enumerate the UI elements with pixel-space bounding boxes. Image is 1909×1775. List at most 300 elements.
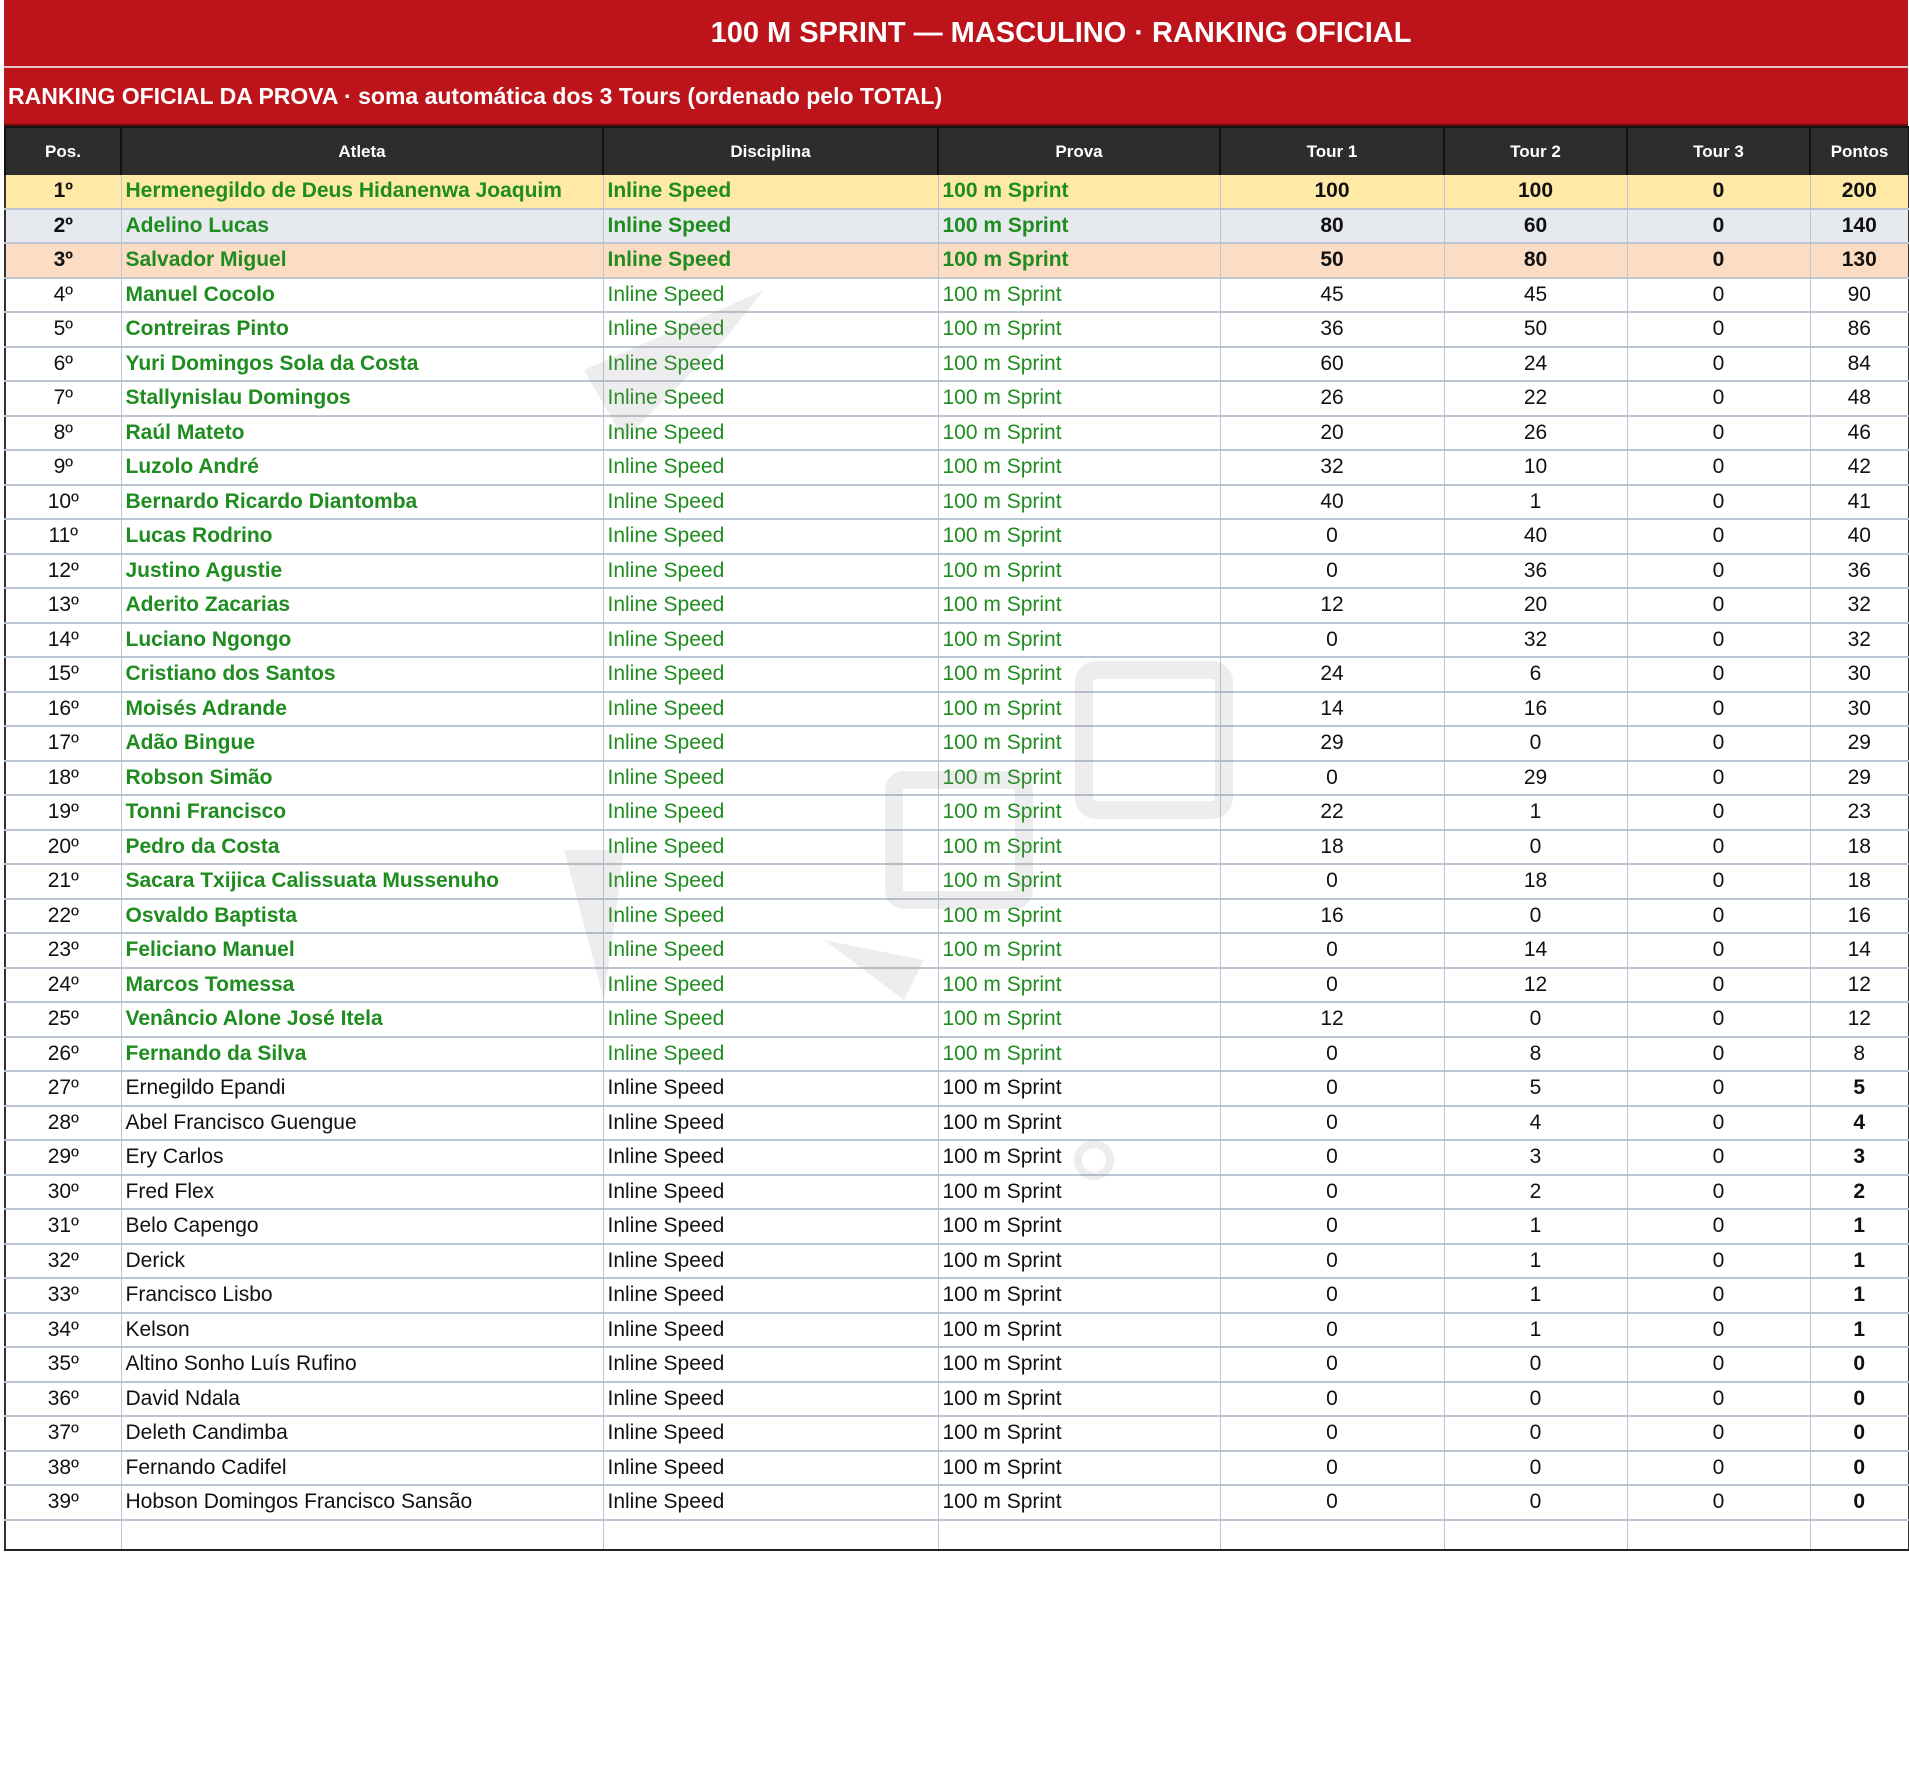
cell-disciplina: Inline Speed: [603, 519, 938, 554]
cell-tour1: 32: [1220, 450, 1444, 485]
cell-disciplina: Inline Speed: [603, 312, 938, 347]
cell-atleta: Venâncio Alone José Itela: [121, 1002, 603, 1037]
cell-disciplina: Inline Speed: [603, 1347, 938, 1382]
table-row[interactable]: [5, 657, 1909, 692]
cell-prova: 100 m Sprint: [938, 243, 1220, 278]
cell-tour3: 0: [1627, 899, 1810, 934]
cell-tour2: 8: [1444, 1037, 1627, 1072]
cell-atleta: Kelson: [121, 1313, 603, 1348]
cell-tour1: 0: [1220, 1451, 1444, 1486]
table-row[interactable]: [5, 830, 1909, 865]
cell-disciplina: Inline Speed: [603, 795, 938, 830]
cell-tour3: 0: [1627, 278, 1810, 313]
cell-tour2: 22: [1444, 381, 1627, 416]
table-row[interactable]: [5, 761, 1909, 796]
cell-prova: 100 m Sprint: [938, 795, 1220, 830]
page-title: 100 M SPRINT — MASCULINO · RANKING OFICIAL: [4, 0, 1908, 68]
cell-tour1: 12: [1220, 1002, 1444, 1037]
cell-tour3: 0: [1627, 1209, 1810, 1244]
table-row[interactable]: [5, 175, 1909, 209]
cell-tour2: 36: [1444, 554, 1627, 589]
cell-pos: 24º: [5, 968, 121, 1003]
cell-pontos: 140: [1810, 209, 1909, 244]
cell-tour2: 12: [1444, 968, 1627, 1003]
cell-prova: 100 m Sprint: [938, 312, 1220, 347]
table-row[interactable]: [5, 278, 1909, 313]
cell-prova: 100 m Sprint: [938, 1416, 1220, 1451]
cell-pos: 33º: [5, 1278, 121, 1313]
cell-tour1: 0: [1220, 1416, 1444, 1451]
cell-tour2: 60: [1444, 209, 1627, 244]
cell-pos: 9º: [5, 450, 121, 485]
cell-prova: 100 m Sprint: [938, 1244, 1220, 1279]
table-row[interactable]: [5, 1209, 1909, 1244]
cell-prova: 100 m Sprint: [938, 864, 1220, 899]
cell-pos: 27º: [5, 1071, 121, 1106]
cell-tour1: 0: [1220, 623, 1444, 658]
cell-tour3: 0: [1627, 1313, 1810, 1348]
table-row[interactable]: [5, 1451, 1909, 1486]
empty-cell: [1810, 1520, 1909, 1550]
cell-tour3: 0: [1627, 519, 1810, 554]
cell-tour2: 4: [1444, 1106, 1627, 1141]
cell-tour3: 0: [1627, 933, 1810, 968]
cell-tour3: 0: [1627, 657, 1810, 692]
cell-prova: 100 m Sprint: [938, 175, 1220, 209]
cell-tour1: 45: [1220, 278, 1444, 313]
cell-pos: 16º: [5, 692, 121, 727]
table-row[interactable]: [5, 864, 1909, 899]
cell-atleta: Fernando Cadifel: [121, 1451, 603, 1486]
cell-pos: 13º: [5, 588, 121, 623]
empty-cell: [938, 1520, 1220, 1550]
cell-tour2: 10: [1444, 450, 1627, 485]
cell-pontos: 42: [1810, 450, 1909, 485]
cell-tour3: 0: [1627, 209, 1810, 244]
cell-tour2: 20: [1444, 588, 1627, 623]
ranking-sheet: [4, 0, 1908, 1551]
cell-pontos: 3: [1810, 1140, 1909, 1175]
cell-disciplina: Inline Speed: [603, 692, 938, 727]
cell-prova: 100 m Sprint: [938, 1209, 1220, 1244]
table-row[interactable]: [5, 692, 1909, 727]
cell-pos: 6º: [5, 347, 121, 382]
cell-atleta: Abel Francisco Guengue: [121, 1106, 603, 1141]
cell-pos: 3º: [5, 243, 121, 278]
cell-pontos: 12: [1810, 1002, 1909, 1037]
cell-tour1: 22: [1220, 795, 1444, 830]
cell-tour3: 0: [1627, 1244, 1810, 1279]
cell-tour2: 14: [1444, 933, 1627, 968]
cell-tour3: 0: [1627, 1002, 1810, 1037]
cell-pos: 18º: [5, 761, 121, 796]
cell-disciplina: Inline Speed: [603, 1416, 938, 1451]
cell-atleta: Aderito Zacarias: [121, 588, 603, 623]
cell-pos: 1º: [5, 175, 121, 209]
cell-atleta: Altino Sonho Luís Rufino: [121, 1347, 603, 1382]
cell-tour3: 0: [1627, 1037, 1810, 1072]
cell-prova: 100 m Sprint: [938, 1313, 1220, 1348]
cell-prova: 100 m Sprint: [938, 416, 1220, 451]
cell-atleta: Fred Flex: [121, 1175, 603, 1210]
cell-tour3: 0: [1627, 1278, 1810, 1313]
cell-pos: 21º: [5, 864, 121, 899]
cell-tour1: 50: [1220, 243, 1444, 278]
cell-tour1: 0: [1220, 1209, 1444, 1244]
cell-tour3: 0: [1627, 692, 1810, 727]
cell-tour2: 18: [1444, 864, 1627, 899]
cell-tour2: 32: [1444, 623, 1627, 658]
cell-tour2: 0: [1444, 1416, 1627, 1451]
cell-pos: 25º: [5, 1002, 121, 1037]
cell-pontos: 40: [1810, 519, 1909, 554]
cell-atleta: Raúl Mateto: [121, 416, 603, 451]
table-row[interactable]: [5, 209, 1909, 244]
empty-cell: [5, 1520, 121, 1550]
table-row[interactable]: [5, 933, 1909, 968]
cell-disciplina: Inline Speed: [603, 588, 938, 623]
cell-pontos: 41: [1810, 485, 1909, 520]
col-header-tour1[interactable]: Tour 1: [1220, 127, 1444, 175]
cell-prova: 100 m Sprint: [938, 278, 1220, 313]
col-header-atleta[interactable]: Atleta: [121, 127, 603, 175]
cell-pos: 2º: [5, 209, 121, 244]
table-row[interactable]: [5, 1313, 1909, 1348]
cell-prova: 100 m Sprint: [938, 1175, 1220, 1210]
cell-tour1: 29: [1220, 726, 1444, 761]
cell-prova: 100 m Sprint: [938, 726, 1220, 761]
empty-cell: [1220, 1520, 1444, 1550]
empty-cell: [603, 1520, 938, 1550]
table-row[interactable]: [5, 347, 1909, 382]
cell-disciplina: Inline Speed: [603, 1002, 938, 1037]
cell-tour3: 0: [1627, 554, 1810, 589]
cell-pontos: 23: [1810, 795, 1909, 830]
table-row[interactable]: [5, 1485, 1909, 1520]
cell-disciplina: Inline Speed: [603, 1485, 938, 1520]
cell-disciplina: Inline Speed: [603, 726, 938, 761]
cell-tour1: 16: [1220, 899, 1444, 934]
col-header-tour3[interactable]: Tour 3: [1627, 127, 1810, 175]
cell-pontos: 200: [1810, 175, 1909, 209]
cell-atleta: Luzolo André: [121, 450, 603, 485]
cell-prova: 100 m Sprint: [938, 1140, 1220, 1175]
table-row[interactable]: [5, 243, 1909, 278]
cell-prova: 100 m Sprint: [938, 450, 1220, 485]
cell-tour2: 0: [1444, 830, 1627, 865]
cell-prova: 100 m Sprint: [938, 830, 1220, 865]
cell-pos: 29º: [5, 1140, 121, 1175]
cell-disciplina: Inline Speed: [603, 450, 938, 485]
cell-tour3: 0: [1627, 1347, 1810, 1382]
cell-tour1: 0: [1220, 554, 1444, 589]
cell-pos: 19º: [5, 795, 121, 830]
cell-disciplina: Inline Speed: [603, 1244, 938, 1279]
table-row[interactable]: [5, 899, 1909, 934]
table-row[interactable]: [5, 1071, 1909, 1106]
col-header-prova[interactable]: Prova: [938, 127, 1220, 175]
cell-atleta: Luciano Ngongo: [121, 623, 603, 658]
cell-disciplina: Inline Speed: [603, 1278, 938, 1313]
cell-tour3: 0: [1627, 1451, 1810, 1486]
cell-pontos: 48: [1810, 381, 1909, 416]
cell-tour3: 0: [1627, 450, 1810, 485]
cell-atleta: Ery Carlos: [121, 1140, 603, 1175]
cell-tour2: 40: [1444, 519, 1627, 554]
cell-disciplina: Inline Speed: [603, 1209, 938, 1244]
ranking-rows: [5, 175, 1909, 1550]
cell-disciplina: Inline Speed: [603, 175, 938, 209]
table-row[interactable]: [5, 795, 1909, 830]
table-row[interactable]: [5, 416, 1909, 451]
cell-prova: 100 m Sprint: [938, 899, 1220, 934]
cell-tour1: 0: [1220, 1278, 1444, 1313]
cell-disciplina: Inline Speed: [603, 416, 938, 451]
cell-atleta: Adão Bingue: [121, 726, 603, 761]
cell-disciplina: Inline Speed: [603, 1313, 938, 1348]
cell-pontos: 18: [1810, 830, 1909, 865]
cell-prova: 100 m Sprint: [938, 519, 1220, 554]
cell-tour2: 1: [1444, 1209, 1627, 1244]
cell-tour1: 0: [1220, 1140, 1444, 1175]
cell-tour1: 0: [1220, 1313, 1444, 1348]
cell-tour3: 0: [1627, 726, 1810, 761]
cell-prova: 100 m Sprint: [938, 761, 1220, 796]
cell-disciplina: Inline Speed: [603, 761, 938, 796]
cell-atleta: Sacara Txijica Calissuata Mussenuho: [121, 864, 603, 899]
cell-tour3: 0: [1627, 968, 1810, 1003]
cell-pos: 7º: [5, 381, 121, 416]
cell-pontos: 8: [1810, 1037, 1909, 1072]
cell-disciplina: Inline Speed: [603, 278, 938, 313]
cell-pontos: 0: [1810, 1485, 1909, 1520]
cell-atleta: Yuri Domingos Sola da Costa: [121, 347, 603, 382]
cell-pontos: 84: [1810, 347, 1909, 382]
cell-pontos: 1: [1810, 1209, 1909, 1244]
cell-prova: 100 m Sprint: [938, 1106, 1220, 1141]
cell-pontos: 30: [1810, 692, 1909, 727]
cell-disciplina: Inline Speed: [603, 1106, 938, 1141]
table-row[interactable]: [5, 1037, 1909, 1072]
cell-disciplina: Inline Speed: [603, 1140, 938, 1175]
cell-tour3: 0: [1627, 243, 1810, 278]
cell-prova: 100 m Sprint: [938, 1278, 1220, 1313]
cell-atleta: Stallynislau Domingos: [121, 381, 603, 416]
cell-prova: 100 m Sprint: [938, 1071, 1220, 1106]
table-row[interactable]: [5, 1278, 1909, 1313]
cell-atleta: Ernegildo Epandi: [121, 1071, 603, 1106]
cell-tour1: 0: [1220, 1037, 1444, 1072]
cell-pontos: 4: [1810, 1106, 1909, 1141]
cell-tour1: 0: [1220, 1485, 1444, 1520]
cell-disciplina: Inline Speed: [603, 1071, 938, 1106]
table-row[interactable]: [5, 1347, 1909, 1382]
cell-tour2: 0: [1444, 1485, 1627, 1520]
cell-tour3: 0: [1627, 1175, 1810, 1210]
table-row[interactable]: [5, 726, 1909, 761]
cell-tour3: 0: [1627, 1416, 1810, 1451]
cell-pontos: 18: [1810, 864, 1909, 899]
cell-pontos: 1: [1810, 1278, 1909, 1313]
cell-tour2: 1: [1444, 1313, 1627, 1348]
cell-tour3: 0: [1627, 1485, 1810, 1520]
table-row[interactable]: [5, 623, 1909, 658]
cell-tour1: 14: [1220, 692, 1444, 727]
table-row[interactable]: [5, 485, 1909, 520]
table-row[interactable]: [5, 554, 1909, 589]
cell-pontos: 130: [1810, 243, 1909, 278]
cell-atleta: Manuel Cocolo: [121, 278, 603, 313]
table-row[interactable]: [5, 588, 1909, 623]
cell-atleta: Deleth Candimba: [121, 1416, 603, 1451]
cell-disciplina: Inline Speed: [603, 485, 938, 520]
table-row[interactable]: [5, 968, 1909, 1003]
cell-prova: 100 m Sprint: [938, 1002, 1220, 1037]
cell-prova: 100 m Sprint: [938, 554, 1220, 589]
cell-tour2: 0: [1444, 1347, 1627, 1382]
ranking-table: [4, 126, 1909, 1551]
cell-tour2: 45: [1444, 278, 1627, 313]
cell-prova: 100 m Sprint: [938, 692, 1220, 727]
cell-pos: 34º: [5, 1313, 121, 1348]
table-row[interactable]: [5, 1002, 1909, 1037]
col-header-pontos[interactable]: Pontos: [1810, 127, 1909, 175]
cell-pontos: 14: [1810, 933, 1909, 968]
table-row[interactable]: [5, 519, 1909, 554]
cell-pos: 10º: [5, 485, 121, 520]
cell-tour2: 24: [1444, 347, 1627, 382]
cell-tour1: 20: [1220, 416, 1444, 451]
cell-prova: 100 m Sprint: [938, 1451, 1220, 1486]
cell-tour1: 24: [1220, 657, 1444, 692]
cell-pos: 14º: [5, 623, 121, 658]
cell-atleta: Hermenegildo de Deus Hidanenwa Joaquim: [121, 175, 603, 209]
cell-atleta: Salvador Miguel: [121, 243, 603, 278]
table-row[interactable]: [5, 1106, 1909, 1141]
cell-tour1: 26: [1220, 381, 1444, 416]
cell-pos: 35º: [5, 1347, 121, 1382]
cell-pos: 8º: [5, 416, 121, 451]
cell-pontos: 0: [1810, 1451, 1909, 1486]
cell-pontos: 16: [1810, 899, 1909, 934]
cell-atleta: Hobson Domingos Francisco Sansão: [121, 1485, 603, 1520]
cell-pontos: 30: [1810, 657, 1909, 692]
cell-atleta: Osvaldo Baptista: [121, 899, 603, 934]
cell-tour3: 0: [1627, 416, 1810, 451]
cell-pos: 23º: [5, 933, 121, 968]
cell-atleta: Lucas Rodrino: [121, 519, 603, 554]
cell-pontos: 29: [1810, 761, 1909, 796]
table-row[interactable]: [5, 1175, 1909, 1210]
cell-disciplina: Inline Speed: [603, 623, 938, 658]
cell-disciplina: Inline Speed: [603, 830, 938, 865]
cell-disciplina: Inline Speed: [603, 657, 938, 692]
table-row[interactable]: [5, 1244, 1909, 1279]
cell-tour3: 0: [1627, 623, 1810, 658]
cell-tour1: 0: [1220, 968, 1444, 1003]
cell-pontos: 32: [1810, 623, 1909, 658]
cell-pontos: 2: [1810, 1175, 1909, 1210]
cell-tour2: 16: [1444, 692, 1627, 727]
cell-pontos: 86: [1810, 312, 1909, 347]
cell-atleta: Francisco Lisbo: [121, 1278, 603, 1313]
cell-tour1: 0: [1220, 933, 1444, 968]
cell-tour2: 80: [1444, 243, 1627, 278]
cell-tour2: 1: [1444, 1244, 1627, 1279]
cell-pontos: 90: [1810, 278, 1909, 313]
cell-atleta: Marcos Tomessa: [121, 968, 603, 1003]
col-header-disciplina[interactable]: Disciplina: [603, 127, 938, 175]
cell-pos: 31º: [5, 1209, 121, 1244]
cell-prova: 100 m Sprint: [938, 588, 1220, 623]
cell-prova: 100 m Sprint: [938, 657, 1220, 692]
cell-atleta: Moisés Adrande: [121, 692, 603, 727]
cell-tour1: 0: [1220, 1175, 1444, 1210]
cell-disciplina: Inline Speed: [603, 1175, 938, 1210]
table-row[interactable]: [5, 450, 1909, 485]
cell-tour1: 18: [1220, 830, 1444, 865]
cell-disciplina: Inline Speed: [603, 243, 938, 278]
cell-tour1: 12: [1220, 588, 1444, 623]
cell-tour1: 0: [1220, 1071, 1444, 1106]
cell-pos: 28º: [5, 1106, 121, 1141]
cell-pontos: 1: [1810, 1313, 1909, 1348]
cell-tour1: 40: [1220, 485, 1444, 520]
cell-disciplina: Inline Speed: [603, 347, 938, 382]
cell-tour3: 0: [1627, 381, 1810, 416]
cell-tour2: 5: [1444, 1071, 1627, 1106]
table-row[interactable]: [5, 1416, 1909, 1451]
cell-disciplina: Inline Speed: [603, 933, 938, 968]
cell-tour1: 0: [1220, 1382, 1444, 1417]
col-header-tour2[interactable]: Tour 2: [1444, 127, 1627, 175]
cell-prova: 100 m Sprint: [938, 485, 1220, 520]
cell-tour3: 0: [1627, 864, 1810, 899]
cell-tour1: 0: [1220, 519, 1444, 554]
cell-tour3: 0: [1627, 1071, 1810, 1106]
cell-tour3: 0: [1627, 761, 1810, 796]
cell-atleta: Bernardo Ricardo Diantomba: [121, 485, 603, 520]
cell-pontos: 36: [1810, 554, 1909, 589]
cell-pontos: 46: [1810, 416, 1909, 451]
cell-prova: 100 m Sprint: [938, 933, 1220, 968]
cell-tour1: 0: [1220, 1244, 1444, 1279]
empty-cell: [121, 1520, 603, 1550]
col-header-pos[interactable]: Pos.: [5, 127, 121, 175]
cell-prova: 100 m Sprint: [938, 347, 1220, 382]
cell-disciplina: Inline Speed: [603, 968, 938, 1003]
table-row[interactable]: [5, 1382, 1909, 1417]
cell-tour1: 80: [1220, 209, 1444, 244]
cell-tour2: 0: [1444, 1002, 1627, 1037]
cell-tour3: 0: [1627, 830, 1810, 865]
cell-prova: 100 m Sprint: [938, 209, 1220, 244]
cell-disciplina: Inline Speed: [603, 1451, 938, 1486]
cell-prova: 100 m Sprint: [938, 1382, 1220, 1417]
cell-pos: 5º: [5, 312, 121, 347]
table-row[interactable]: [5, 312, 1909, 347]
table-row[interactable]: [5, 381, 1909, 416]
cell-pos: 30º: [5, 1175, 121, 1210]
cell-pos: 37º: [5, 1416, 121, 1451]
cell-tour3: 0: [1627, 1382, 1810, 1417]
cell-pontos: 0: [1810, 1382, 1909, 1417]
cell-tour2: 50: [1444, 312, 1627, 347]
cell-tour3: 0: [1627, 175, 1810, 209]
empty-row: [5, 1520, 1909, 1550]
table-row[interactable]: [5, 1140, 1909, 1175]
cell-atleta: Pedro da Costa: [121, 830, 603, 865]
